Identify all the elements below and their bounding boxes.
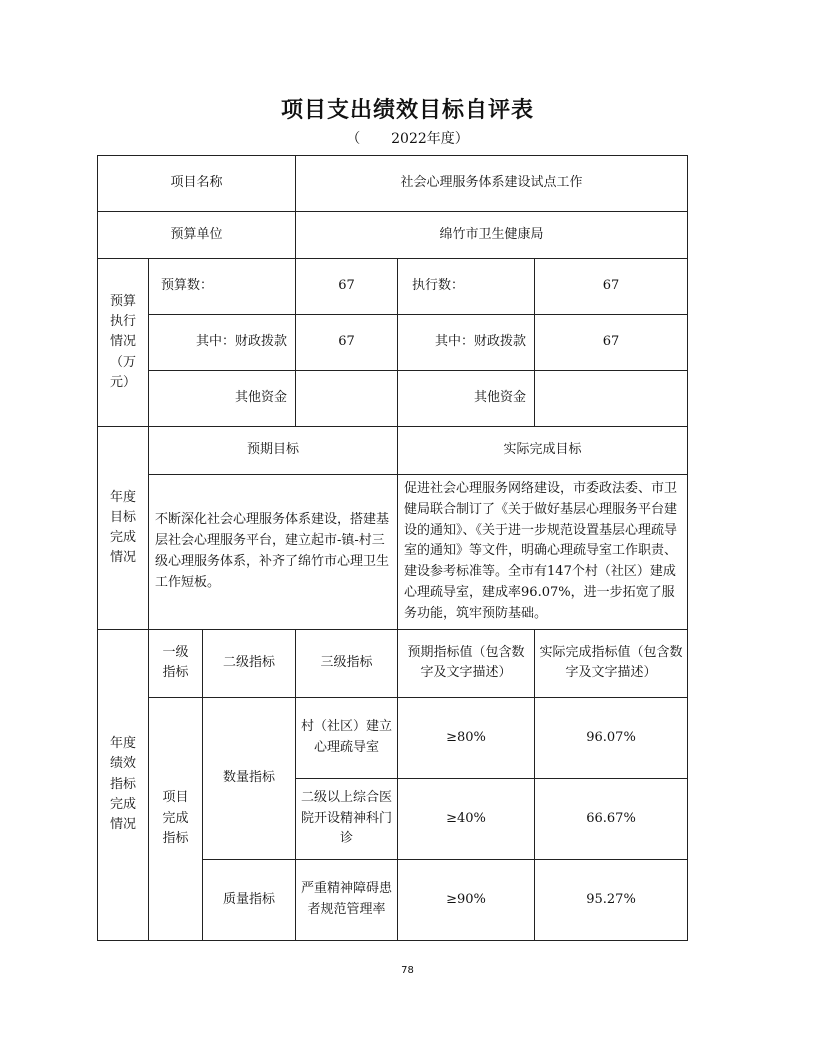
fiscal-allocation-label-exec: 其中：财政拨款 xyxy=(398,315,535,371)
level3-indicator-cell: 村（社区）建立心理疏导室 xyxy=(296,697,398,778)
annual-goal-section-label: 年度 目标 完成 情况 xyxy=(98,427,149,630)
other-funds-label-budget: 其他资金 xyxy=(149,371,296,427)
level3-indicator-header: 三级指标 xyxy=(296,629,398,697)
performance-indicator-section-label: 年度 绩效 指标 完成 情况 xyxy=(98,629,149,940)
project-name-label: 项目名称 xyxy=(98,156,296,212)
budget-unit-label: 预算单位 xyxy=(98,212,296,259)
fiscal-allocation-value-budget: 67 xyxy=(296,315,398,371)
expected-goal-header: 预期目标 xyxy=(149,427,398,475)
level1-indicator-header: 一级 指标 xyxy=(149,629,203,697)
actual-goal-text: 促进社会心理服务网络建设，市委政法委、市卫健局联合制订了《关于做好基层心理服务平台建设的通知》、《关于进一步规范设置基层心理疏导室的通知》等文件，明确心理疏导室工作职责、建设参考标准等。全市有147个村（社区）建成心理疏导室，建成率96.07%，进一步拓宽了服务功能，筑牢预防基础。 xyxy=(398,475,688,630)
page-number: 78 xyxy=(401,965,414,976)
expected-goal-text: 不断深化社会心理服务体系建设，搭建基层社会心理服务平台，建立起市-镇-村三级心理服务体系，补齐了绵竹市心理卫生工作短板。 xyxy=(149,475,398,630)
self-evaluation-table xyxy=(97,155,688,941)
subtitle-open-paren: （ xyxy=(346,131,361,147)
expected-value-cell: ≥40% xyxy=(398,778,535,859)
other-funds-value-budget xyxy=(296,371,398,427)
fiscal-allocation-label-budget: 其中：财政拨款 xyxy=(149,315,296,371)
expected-value-cell: ≥90% xyxy=(398,859,535,940)
actual-value-cell: 96.07% xyxy=(535,697,688,778)
actual-value-cell: 66.67% xyxy=(535,778,688,859)
year-subtitle xyxy=(0,128,815,148)
execution-amount-label: 执行数： xyxy=(398,259,535,315)
actual-value-header: 实际完成指标值（包含数字及文字描述） xyxy=(535,629,688,697)
budget-amount-value: 67 xyxy=(296,259,398,315)
level2-indicator-quantity: 数量指标 xyxy=(203,697,296,859)
budget-amount-label: 预算数： xyxy=(149,259,296,315)
other-funds-value-exec xyxy=(535,371,688,427)
level1-indicator-value: 项目 完成 指标 xyxy=(149,697,203,940)
fiscal-allocation-value-exec: 67 xyxy=(535,315,688,371)
subtitle-year: 2022年度） xyxy=(391,131,469,147)
budget-unit-value: 绵竹市卫生健康局 xyxy=(296,212,688,259)
actual-value-cell: 95.27% xyxy=(535,859,688,940)
other-funds-label-exec: 其他资金 xyxy=(398,371,535,427)
level3-indicator-cell: 二级以上综合医院开设精神科门诊 xyxy=(296,778,398,859)
execution-amount-value: 67 xyxy=(535,259,688,315)
expected-value-header: 预期指标值（包含数字及文字描述） xyxy=(398,629,535,697)
budget-execution-section-label: 预算 执行 情况 （万 元） xyxy=(98,259,149,427)
level2-indicator-quality: 质量指标 xyxy=(203,859,296,940)
project-name-value: 社会心理服务体系建设试点工作 xyxy=(296,156,688,212)
expected-value-cell: ≥80% xyxy=(398,697,535,778)
level2-indicator-header: 二级指标 xyxy=(203,629,296,697)
level3-indicator-cell: 严重精神障碍患者规范管理率 xyxy=(296,859,398,940)
actual-goal-header: 实际完成目标 xyxy=(398,427,688,475)
page-title: 项目支出绩效目标自评表 xyxy=(280,97,534,123)
